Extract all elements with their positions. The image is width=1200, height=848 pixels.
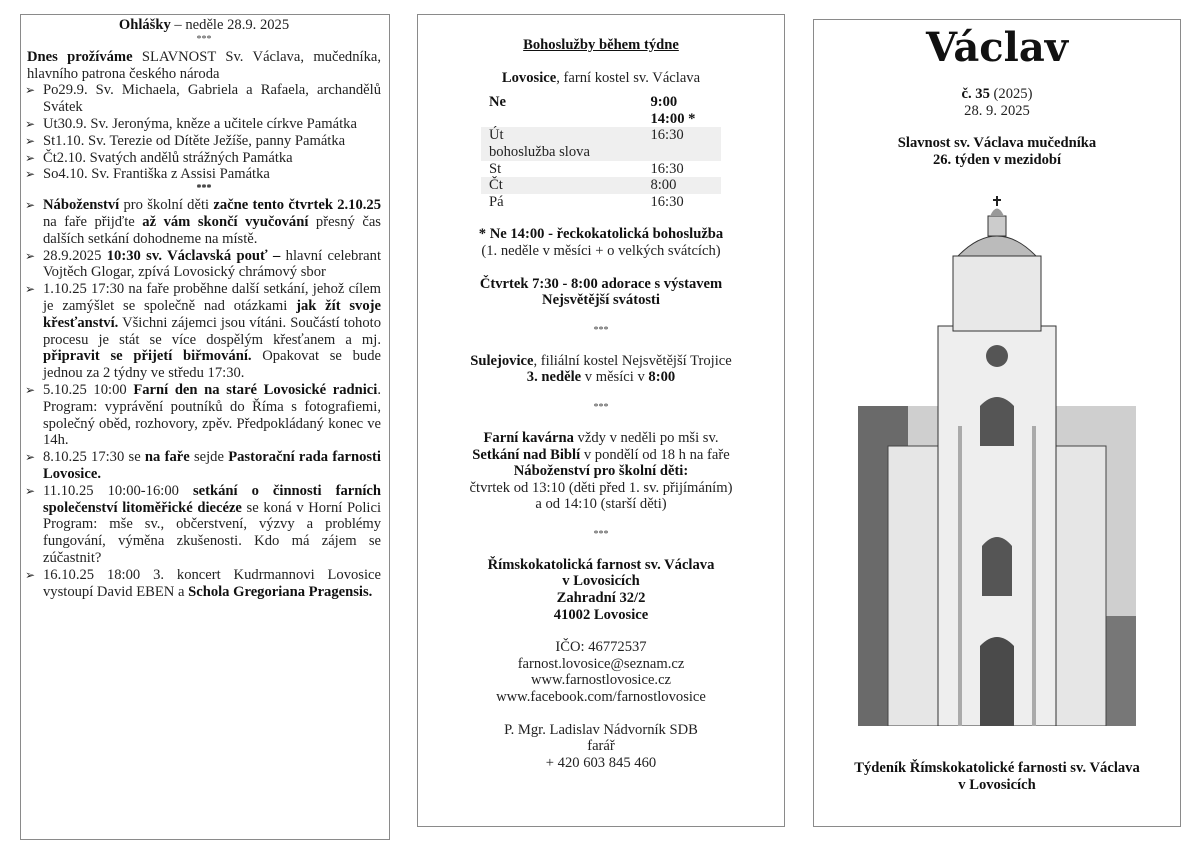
text-segment: Lovosice bbox=[501, 69, 557, 86]
feast-item bbox=[27, 166, 381, 183]
address-line: Zahradní 32/2 bbox=[556, 590, 646, 607]
announcement-item bbox=[27, 567, 381, 601]
priest-line: farář bbox=[587, 738, 615, 755]
announcement-item bbox=[27, 197, 381, 247]
feast-item bbox=[27, 150, 381, 167]
priest-line: P. Mgr. Ladislav Nádvorník SDB bbox=[504, 721, 698, 738]
text-segment: SLAVNOST Sv. Václava, mučedníka, hlavního patrona českého národa bbox=[27, 48, 382, 82]
adoration-note: Čtvrtek 7:30 - 8:00 adorace s výstavem Nejsvětější svátosti bbox=[479, 275, 723, 309]
separator: *** bbox=[593, 528, 609, 540]
text-segment: Po29.9. Sv. Michaela, Gabriela a Rafaela, archandělů Svátek bbox=[43, 82, 381, 116]
announcement-list bbox=[27, 197, 381, 600]
text-segment: Setkání nad Biblí bbox=[472, 446, 581, 463]
cover-footer bbox=[814, 760, 1180, 793]
text-segment: připravit se přijetí biřmování. bbox=[43, 348, 252, 365]
schedule-row bbox=[481, 94, 721, 127]
greek-catholic-note: * Ne 14:00 - řeckokatolická bohoslužba bbox=[478, 226, 724, 243]
text-segment: 28.9.2025 bbox=[43, 247, 107, 264]
text-segment: čtvrtek od 13:10 (děti před 1. sv. přijímáním) bbox=[469, 479, 733, 496]
text-segment: 3. neděle bbox=[526, 369, 582, 386]
contact-line: IČO: 46772537 bbox=[555, 639, 647, 656]
schedule-day: Čt bbox=[489, 177, 503, 194]
bulletin-title: Václav bbox=[926, 24, 1068, 71]
separator: *** bbox=[196, 33, 212, 45]
sulejovice-time bbox=[428, 369, 774, 386]
schedule-day: Pá bbox=[489, 193, 504, 210]
text-segment: začne tento čtvrtek 2.10.25 bbox=[213, 197, 381, 214]
priest-line: + 420 603 845 460 bbox=[545, 754, 657, 771]
cover-panel bbox=[813, 19, 1181, 827]
liturgical-week: 26. týden v mezidobí bbox=[932, 151, 1062, 168]
text-segment: Dnes prožíváme bbox=[27, 48, 133, 65]
contact-line[interactable]: farnost.lovosice@seznam.cz bbox=[517, 655, 685, 672]
footer-line: Týdeník Římskokatolické farnosti sv. Václava bbox=[854, 760, 1140, 776]
schedule-time: 16:30 bbox=[650, 193, 684, 210]
text-segment: pro školní děti bbox=[119, 197, 214, 214]
text-segment: Náboženství pro školní děti: bbox=[513, 463, 689, 480]
text-segment: se koná v Horní Polici Program: mše sv., občerstvení, výzvy a problémy fungování, výměna zkušenosti. Kdo má zájem se zúčastnit? bbox=[43, 499, 381, 566]
text-segment: a od 14:10 (starší děti) bbox=[535, 496, 667, 513]
issue-date: 28. 9. 2025 bbox=[964, 102, 1030, 119]
feast-item bbox=[27, 82, 381, 116]
text-segment: , filiální kostel Nejsvětější Trojice bbox=[533, 352, 732, 369]
announcement-item bbox=[27, 248, 381, 282]
parish-contacts bbox=[428, 639, 774, 705]
issue-number: č. 35 bbox=[961, 86, 990, 102]
feast-item bbox=[27, 116, 381, 133]
services-panel bbox=[417, 14, 785, 827]
text-segment: sejde bbox=[189, 449, 229, 466]
parish-info bbox=[428, 430, 774, 513]
feast-list bbox=[27, 82, 381, 183]
lovosice-church bbox=[428, 70, 774, 87]
text-segment: přesný čas dalších setkání dohodneme na místě. bbox=[43, 213, 381, 247]
text-segment: – neděle 28.9. 2025 bbox=[170, 17, 290, 33]
schedule-day: St bbox=[489, 160, 502, 177]
text-segment: Farní kavárna bbox=[483, 429, 574, 446]
text-segment: až vám skončí vyučování bbox=[142, 213, 309, 230]
text-segment: 1.10.25 17:30 na faře proběhne další setkání, jehož cílem je zamýšlet se společně nad otázkami bbox=[43, 281, 381, 314]
church-sketch-image bbox=[858, 196, 1136, 726]
text-segment: 8:00 bbox=[648, 369, 676, 386]
address-line: 41002 Lovosice bbox=[553, 606, 649, 623]
feast-item bbox=[27, 133, 381, 150]
issue-year: (2025) bbox=[989, 86, 1033, 102]
separator: *** bbox=[593, 401, 609, 413]
text-segment: v měsíci v bbox=[581, 369, 649, 386]
text-segment: 8.10.25 17:30 se bbox=[43, 449, 145, 466]
separator: *** bbox=[593, 324, 609, 336]
schedule-row bbox=[481, 177, 721, 194]
schedule-row bbox=[481, 127, 721, 160]
text-segment: Opakovat se bude jednou za 2 týdny ve středu 17:30. bbox=[43, 348, 381, 382]
sulejovice-church bbox=[428, 353, 774, 370]
info-line bbox=[428, 463, 774, 480]
text-segment: na faře přijďte bbox=[43, 213, 143, 230]
text-segment: 10:30 sv. Václavská pouť – bbox=[106, 247, 281, 264]
announcements-header bbox=[27, 17, 381, 34]
schedule-table bbox=[481, 94, 721, 210]
priest-info bbox=[428, 722, 774, 772]
contact-line[interactable]: www.facebook.com/farnostlovosice bbox=[496, 689, 706, 706]
text-segment: . Program: vyprávění poutníků do Říma s fotografiemi, společný oběd, rozhovory, zpěv. Předpokládaný konec ve 14h. bbox=[43, 381, 381, 449]
services-title: Bohoslužby během týdne bbox=[523, 37, 679, 53]
text-segment: Farní den na staré Lovosické radnici bbox=[133, 381, 378, 398]
announcements-panel bbox=[20, 14, 390, 840]
text-segment: , farní kostel sv. Václava bbox=[556, 69, 701, 86]
text-segment: Všichni zájemci jsou vítáni. Součástí tohoto procesu je stát se více dospělým křesťanem a mj. bbox=[43, 314, 381, 348]
schedule-time: 8:00 bbox=[650, 177, 677, 194]
footer-line: v Lovosicích bbox=[958, 776, 1036, 793]
text-segment: na faře bbox=[144, 449, 190, 466]
text-segment: So4.10. Sv. Františka z Assisi Památka bbox=[43, 166, 270, 183]
text-segment: Náboženství bbox=[43, 197, 120, 214]
intro-text bbox=[27, 49, 381, 83]
schedule-time: 16:30 bbox=[650, 127, 684, 144]
text-segment: Pastorační rada farnosti Lovosice. bbox=[43, 449, 381, 482]
separator: *** bbox=[196, 183, 212, 195]
text-segment: 16.10.25 18:00 3. koncert Kudrmannovi Lovosice vystoupí David EBEN a bbox=[43, 566, 381, 600]
text-segment: Ohlášky bbox=[118, 17, 171, 33]
text-segment: Schola Gregoriana Pragensis. bbox=[188, 583, 373, 600]
text-segment: 5.10.25 10:00 bbox=[43, 381, 134, 398]
text-segment: Ut30.9. Sv. Jeronýma, kněze a učitele církve Památka bbox=[43, 115, 357, 132]
address-line: v Lovosicích bbox=[562, 573, 640, 590]
parish-address bbox=[428, 557, 774, 623]
announcement-item bbox=[27, 382, 381, 449]
schedule-day: Út bohoslužba slova bbox=[489, 127, 590, 160]
address-line: Římskokatolická farnost sv. Václava bbox=[487, 556, 715, 573]
greek-catholic-detail: (1. neděle v měsíci + o velkých svátcích) bbox=[481, 242, 721, 259]
text-segment: Čt2.10. Svatých andělů strážných Památka bbox=[43, 149, 293, 166]
text-segment: v pondělí od 18 h na faře bbox=[580, 446, 730, 463]
schedule-row bbox=[481, 194, 721, 211]
announcement-item bbox=[27, 281, 381, 382]
text-segment: Sulejovice bbox=[470, 352, 534, 369]
info-line bbox=[428, 480, 774, 497]
info-line bbox=[428, 447, 774, 464]
text-segment: St1.10. Sv. Terezie od Dítěte Ježíše, panny Památka bbox=[43, 132, 346, 149]
text-segment: vždy v neděli po mši sv. bbox=[573, 429, 719, 446]
text-segment: hlavní celebrant Vojtěch Glogar, zpívá Lovosický chrámový sbor bbox=[43, 247, 381, 281]
text-segment: 11.10.25 10:00-16:00 bbox=[43, 482, 193, 499]
text-segment: jak žít svoje křesťanství. bbox=[43, 297, 381, 331]
schedule-row bbox=[481, 161, 721, 178]
schedule-day: Ne bbox=[489, 94, 507, 111]
feast-title: Slavnost sv. Václava mučedníka bbox=[897, 135, 1097, 152]
info-line bbox=[428, 430, 774, 447]
schedule-time: 9:00 14:00 * bbox=[650, 94, 696, 127]
text-segment: setkání o činnosti farních společenství litoměřické diecéze bbox=[43, 482, 381, 516]
schedule-time: 16:30 bbox=[650, 160, 684, 177]
contact-line[interactable]: www.farnostlovosice.cz bbox=[530, 672, 672, 689]
info-line bbox=[428, 496, 774, 513]
announcement-item bbox=[27, 483, 381, 567]
announcement-item bbox=[27, 449, 381, 483]
